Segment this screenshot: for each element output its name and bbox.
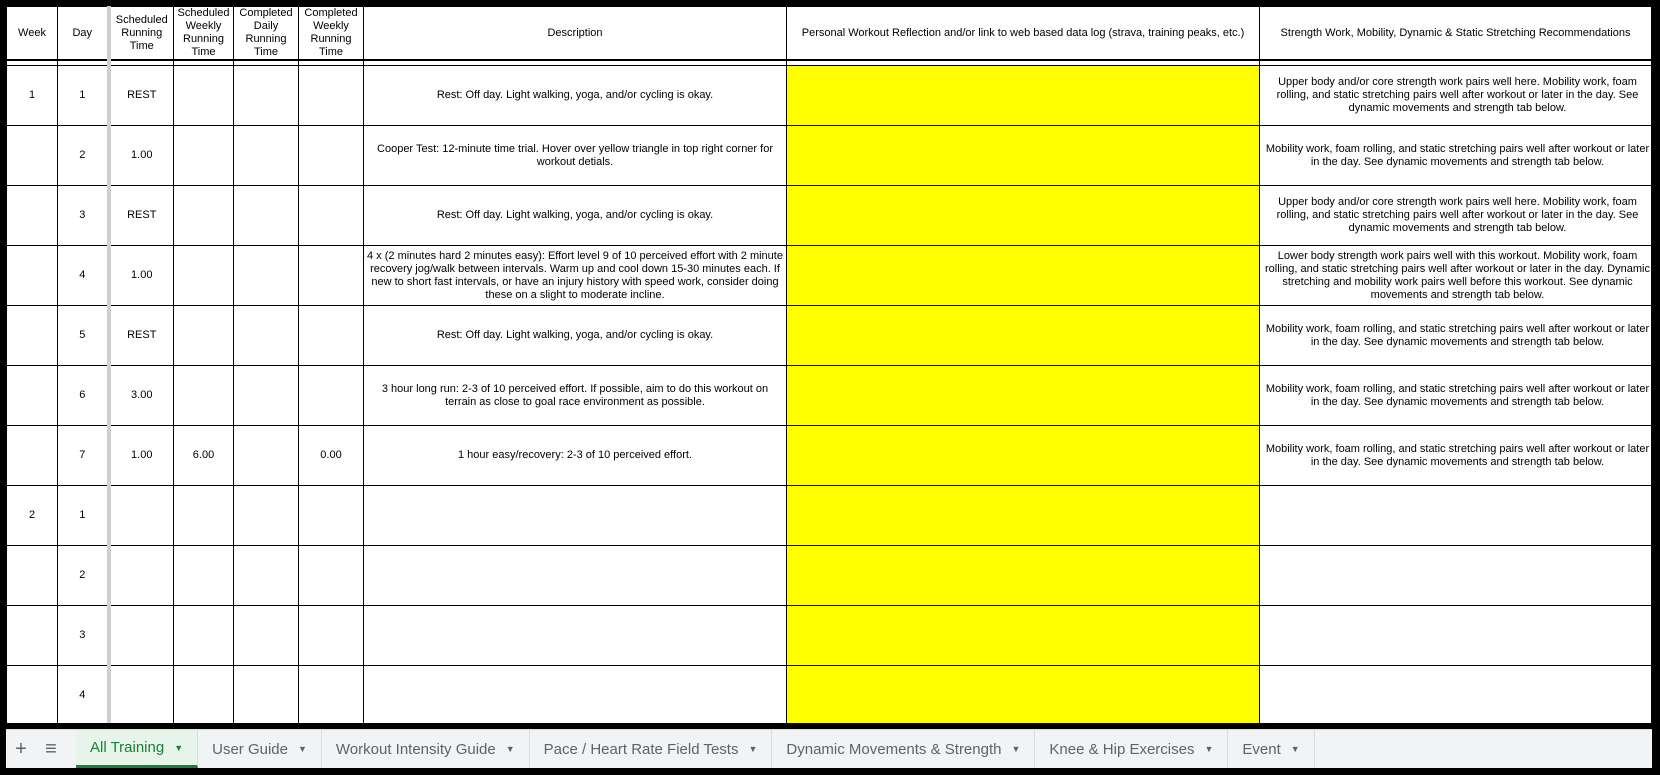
tab-user-guide[interactable] — [198, 730, 322, 768]
cell-completed-weekly[interactable] — [299, 306, 364, 366]
header-completed-weekly-running-time[interactable]: Completed Weekly Running Time — [299, 7, 364, 61]
tab-label: User Guide — [212, 740, 288, 758]
cell-completed-daily[interactable] — [234, 486, 299, 546]
cell-scheduled-weekly[interactable] — [174, 66, 234, 126]
cell-day[interactable]: 2 — [58, 126, 109, 186]
tab-label: Event — [1242, 740, 1281, 758]
table-row — [7, 366, 1652, 426]
cell-week[interactable]: 2 — [7, 486, 58, 546]
cell-day[interactable]: 4 — [58, 246, 109, 306]
tab-event[interactable] — [1228, 730, 1314, 768]
cell-scheduled-running-time[interactable]: 1.00 — [109, 126, 174, 186]
sheet-tab-bar — [6, 729, 1652, 768]
cell-scheduled-running-time[interactable]: 1.00 — [109, 246, 174, 306]
header-day[interactable]: Day — [58, 7, 109, 61]
table-row — [7, 426, 1652, 486]
cell-recommendations[interactable]: Mobility work, foam rolling, and static stretching pairs well after workout or later in the day. See dynamic movements and strength tab below. — [1260, 126, 1652, 186]
tab-dynamic-movements-strength[interactable] — [772, 730, 1035, 768]
table-row — [7, 186, 1652, 246]
cell-day[interactable]: 1 — [58, 486, 109, 546]
cell-completed-weekly[interactable] — [299, 66, 364, 126]
cell-day[interactable]: 6 — [58, 366, 109, 426]
cell-week[interactable] — [7, 126, 58, 186]
cell-reflection[interactable] — [787, 306, 1260, 366]
cell-scheduled-weekly[interactable] — [174, 666, 234, 724]
table-row — [7, 246, 1652, 306]
cell-description[interactable]: 3 hour long run: 2-3 of 10 perceived effort. If possible, aim to do this workout on terrain as close to goal race environment as possible. — [364, 366, 787, 426]
cell-day[interactable]: 3 — [58, 606, 109, 666]
cell-recommendations[interactable]: Upper body and/or core strength work pairs well here. Mobility work, foam rolling, and static stretching pairs well after workout or later in the day. See dynamic movements and strength tab below. — [1260, 186, 1652, 246]
cell-scheduled-running-time[interactable] — [109, 486, 174, 546]
cell-reflection[interactable] — [787, 186, 1260, 246]
cell-day[interactable]: 3 — [58, 186, 109, 246]
tab-label: Knee & Hip Exercises — [1049, 740, 1195, 758]
table-row — [7, 66, 1652, 126]
cell-completed-daily[interactable] — [234, 126, 299, 186]
table-row — [7, 666, 1652, 724]
cell-scheduled-running-time[interactable] — [109, 666, 174, 724]
cell-day[interactable]: 1 — [58, 66, 109, 126]
tab-all-training[interactable] — [76, 730, 198, 768]
cell-scheduled-running-time[interactable] — [109, 546, 174, 606]
cell-recommendations[interactable]: Mobility work, foam rolling, and static stretching pairs well after workout or later in the day. See dynamic movements and strength tab below. — [1260, 306, 1652, 366]
cell-description[interactable] — [364, 606, 787, 666]
cell-recommendations[interactable]: Mobility work, foam rolling, and static stretching pairs well after workout or later in the day. See dynamic movements and strength tab below. — [1260, 426, 1652, 486]
cell-recommendations[interactable]: Mobility work, foam rolling, and static stretching pairs well after workout or later in the day. See dynamic movements and strength tab below. — [1260, 366, 1652, 426]
cell-week[interactable] — [7, 186, 58, 246]
cell-week[interactable] — [7, 426, 58, 486]
header-recommendations[interactable]: Strength Work, Mobility, Dynamic & Static Stretching Recommendations — [1260, 7, 1652, 61]
cell-reflection[interactable] — [787, 666, 1260, 724]
cell-description[interactable] — [364, 666, 787, 724]
cell-completed-weekly[interactable] — [299, 486, 364, 546]
cell-completed-daily[interactable] — [234, 186, 299, 246]
cell-week[interactable] — [7, 606, 58, 666]
cell-scheduled-weekly[interactable] — [174, 606, 234, 666]
cell-scheduled-running-time[interactable]: 3.00 — [109, 366, 174, 426]
cell-scheduled-weekly[interactable] — [174, 126, 234, 186]
cell-week[interactable] — [7, 666, 58, 724]
header-week[interactable]: Week — [7, 7, 58, 61]
cell-completed-weekly[interactable] — [299, 246, 364, 306]
spreadsheet-grid — [6, 6, 1652, 723]
cell-recommendations[interactable] — [1260, 606, 1652, 666]
table-row — [7, 606, 1652, 666]
header-description[interactable]: Description — [364, 7, 787, 61]
tab-workout-intensity-guide[interactable] — [322, 730, 530, 768]
header-reflection[interactable]: Personal Workout Reflection and/or link to web based data log (strava, training peaks, etc.) — [787, 7, 1260, 61]
cell-recommendations[interactable]: Upper body and/or core strength work pairs well here. Mobility work, foam rolling, and static stretching pairs well after workout or later in the day. See dynamic movements and strength tab below. — [1260, 66, 1652, 126]
cell-description[interactable]: Rest: Off day. Light walking, yoga, and/or cycling is okay. — [364, 306, 787, 366]
cell-day[interactable]: 5 — [58, 306, 109, 366]
cell-recommendations[interactable]: Lower body strength work pairs well with this workout. Mobility work, foam rolling, and static stretching pairs well after workout or later in the day. Dynamic stretching and mobility work pairs well before this workout. See dynamic movements and strength tab below. — [1260, 246, 1652, 306]
cell-reflection[interactable] — [787, 66, 1260, 126]
cell-week[interactable] — [7, 306, 58, 366]
cell-completed-weekly[interactable] — [299, 126, 364, 186]
cell-reflection[interactable] — [787, 246, 1260, 306]
cell-scheduled-weekly[interactable] — [174, 366, 234, 426]
cell-description[interactable]: 4 x (2 minutes hard 2 minutes easy): Effort level 9 of 10 perceived effort with 2 minute recovery jog/walk between intervals. Warm up and cool down 15-30 minutes each. If new to short fast intervals, or have an injury history with speed work, consider doing these on a slight to moderate incline. — [364, 246, 787, 306]
cell-week[interactable]: 1 — [7, 66, 58, 126]
cell-completed-weekly[interactable] — [299, 366, 364, 426]
caret-down-icon[interactable]: ▼ — [298, 744, 307, 754]
cell-recommendations[interactable] — [1260, 486, 1652, 546]
tab-pace-heart-rate-field-tests[interactable] — [530, 730, 773, 768]
cell-scheduled-weekly[interactable]: 6.00 — [174, 426, 234, 486]
cell-reflection[interactable] — [787, 546, 1260, 606]
caret-down-icon[interactable]: ▼ — [174, 742, 184, 753]
cell-description[interactable] — [364, 486, 787, 546]
cell-scheduled-weekly[interactable] — [174, 546, 234, 606]
training-table — [6, 6, 1652, 723]
cell-recommendations[interactable] — [1260, 666, 1652, 724]
cell-day[interactable]: 7 — [58, 426, 109, 486]
tab-label: Pace / Heart Rate Field Tests — [543, 740, 739, 758]
cell-scheduled-running-time[interactable]: REST — [109, 186, 174, 246]
caret-down-icon[interactable]: ▼ — [1290, 744, 1300, 754]
cell-completed-daily[interactable] — [234, 546, 299, 606]
cell-completed-weekly[interactable] — [299, 186, 364, 246]
menu-icon[interactable]: ≡ — [45, 737, 57, 760]
cell-week[interactable] — [7, 246, 58, 306]
cell-scheduled-running-time[interactable]: 1.00 — [109, 426, 174, 486]
cell-description[interactable] — [364, 546, 787, 606]
cell-description[interactable]: Cooper Test: 12-minute time trial. Hover over yellow triangle in top right corner for workout detials. — [364, 126, 787, 186]
cell-completed-daily[interactable] — [234, 306, 299, 366]
cell-completed-daily[interactable] — [234, 66, 299, 126]
table-row — [7, 306, 1652, 366]
cell-completed-daily[interactable] — [234, 426, 299, 486]
cell-scheduled-weekly[interactable] — [174, 486, 234, 546]
cell-scheduled-weekly[interactable] — [174, 306, 234, 366]
cell-description[interactable]: Rest: Off day. Light walking, yoga, and/or cycling is okay. — [364, 186, 787, 246]
caret-down-icon[interactable]: ▼ — [748, 744, 758, 754]
cell-completed-weekly[interactable] — [299, 546, 364, 606]
tab-knee-hip-exercises[interactable] — [1035, 730, 1228, 768]
cell-reflection[interactable] — [787, 486, 1260, 546]
cell-description[interactable]: Rest: Off day. Light walking, yoga, and/or cycling is okay. — [364, 66, 787, 126]
cell-week[interactable] — [7, 546, 58, 606]
cell-completed-daily[interactable] — [234, 666, 299, 724]
cell-completed-daily[interactable] — [234, 366, 299, 426]
cell-scheduled-weekly[interactable] — [174, 246, 234, 306]
caret-down-icon[interactable]: ▼ — [1204, 744, 1214, 754]
cell-description[interactable]: 1 hour easy/recovery: 2-3 of 10 perceived effort. — [364, 426, 787, 486]
cell-reflection[interactable] — [787, 606, 1260, 666]
cell-completed-weekly[interactable]: 0.00 — [299, 426, 364, 486]
header-scheduled-running-time[interactable]: Scheduled Running Time — [109, 7, 174, 61]
table-row — [7, 486, 1652, 546]
cell-scheduled-weekly[interactable] — [174, 186, 234, 246]
plus-icon[interactable]: + — [15, 737, 27, 760]
header-scheduled-weekly-running-time[interactable]: Scheduled Weekly Running Time — [174, 7, 234, 61]
table-row — [7, 126, 1652, 186]
tab-label: Workout Intensity Guide — [335, 740, 496, 758]
caret-down-icon[interactable]: ▼ — [1011, 744, 1021, 754]
cell-reflection[interactable] — [787, 366, 1260, 426]
cell-completed-weekly[interactable] — [299, 606, 364, 666]
header-completed-daily-running-time[interactable]: Completed Daily Running Time — [234, 7, 299, 61]
table-row — [7, 546, 1652, 606]
cell-recommendations[interactable] — [1260, 546, 1652, 606]
cell-reflection[interactable] — [787, 426, 1260, 486]
caret-down-icon[interactable]: ▼ — [505, 744, 515, 754]
cell-completed-daily[interactable] — [234, 246, 299, 306]
cell-day[interactable]: 2 — [58, 546, 109, 606]
cell-week[interactable] — [7, 366, 58, 426]
cell-reflection[interactable] — [787, 126, 1260, 186]
cell-completed-daily[interactable] — [234, 606, 299, 666]
cell-scheduled-running-time[interactable]: REST — [109, 66, 174, 126]
cell-scheduled-running-time[interactable] — [109, 606, 174, 666]
tab-label: All Training — [90, 739, 165, 756]
cell-day[interactable]: 4 — [58, 666, 109, 724]
cell-scheduled-running-time[interactable]: REST — [109, 306, 174, 366]
tab-label: Dynamic Movements & Strength — [786, 740, 1002, 758]
cell-completed-weekly[interactable] — [299, 666, 364, 724]
